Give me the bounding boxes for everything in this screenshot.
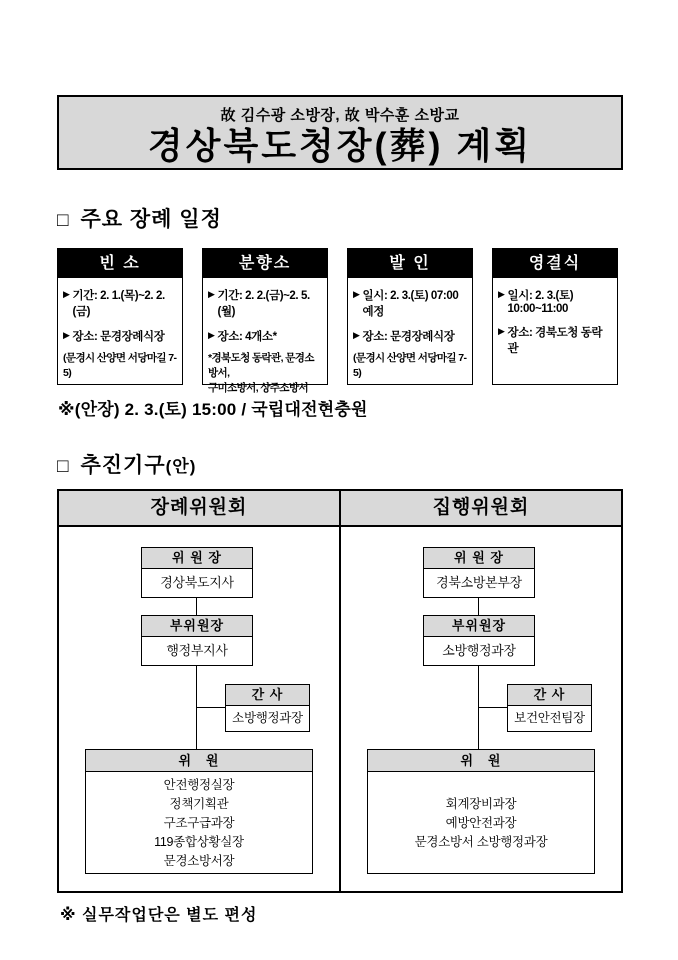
schedule-box-header: 빈 소 bbox=[58, 249, 182, 278]
arrow-bullet-icon: ▶ bbox=[353, 289, 360, 299]
connector-line bbox=[196, 598, 197, 615]
vice-chair-role: 부위원장 bbox=[424, 616, 534, 637]
executive-committee-title: 집행위원회 bbox=[341, 491, 621, 527]
arrow-bullet-icon: ▶ bbox=[63, 289, 70, 299]
members-name-list bbox=[368, 772, 594, 874]
member-name: 119종합상황실장 bbox=[154, 834, 244, 849]
committee-table bbox=[57, 489, 623, 893]
schedule-box-header: 영결식 bbox=[493, 249, 617, 278]
chair-name: 경북소방본부장 bbox=[436, 575, 522, 590]
arrow-bullet-icon: ▶ bbox=[353, 330, 360, 340]
secretary-role: 간 사 bbox=[508, 685, 591, 706]
arrow-bullet-icon: ▶ bbox=[498, 289, 505, 299]
chair-role: 위 원 장 bbox=[142, 548, 252, 569]
chair-node bbox=[423, 547, 535, 598]
schedule-box-note bbox=[353, 351, 467, 381]
schedule-item bbox=[63, 287, 177, 319]
arrow-bullet-icon: ▶ bbox=[498, 326, 505, 336]
organization-section-title bbox=[57, 449, 196, 479]
funeral-committee-column bbox=[59, 491, 341, 891]
schedule-box-body bbox=[348, 278, 472, 381]
funeral-committee-chart bbox=[59, 527, 339, 891]
schedule-box-header: 발 인 bbox=[348, 249, 472, 278]
schedule-item-text: 장소: 문경장례식장 bbox=[72, 331, 165, 343]
deceased-names: 故 김수광 소방장, 故 박수훈 소방교 bbox=[220, 107, 460, 124]
schedule-box-header: 분향소 bbox=[203, 249, 327, 278]
square-bullet-icon: □ bbox=[57, 210, 70, 231]
arrow-bullet-icon: ▶ bbox=[208, 289, 215, 299]
schedule-box-procession bbox=[347, 248, 473, 385]
member-name: 회계장비과장 bbox=[445, 796, 517, 811]
schedule-item bbox=[353, 287, 467, 319]
funeral-committee-title: 장례위원회 bbox=[59, 491, 339, 527]
note-line: 구미소방서, 상주소방서 bbox=[208, 382, 309, 395]
schedule-box-note bbox=[208, 351, 322, 397]
schedule-item-text: 기간: 2. 2.(금)~2. 5.(월) bbox=[217, 290, 310, 318]
schedule-box-body bbox=[58, 278, 182, 381]
members-role: 위 원 bbox=[368, 750, 594, 772]
vice-chair-name: 소방행정과장 bbox=[442, 643, 516, 658]
connector-line bbox=[479, 707, 507, 708]
connector-line bbox=[478, 598, 479, 615]
member-name: 안전행정실장 bbox=[163, 777, 235, 792]
member-name: 구조구급과장 bbox=[163, 815, 235, 830]
schedule-item bbox=[208, 287, 322, 319]
schedule-item bbox=[353, 328, 467, 344]
schedule-box-note bbox=[63, 351, 177, 381]
vice-chair-node bbox=[423, 615, 535, 666]
schedule-box-mortuary bbox=[57, 248, 183, 385]
schedule-box-memorial bbox=[492, 248, 618, 385]
schedule-item-text: 일시: 2. 3.(토) 07:00예정 bbox=[362, 290, 459, 318]
schedule-item-text: 장소: 경북도청 동락관 bbox=[507, 327, 603, 355]
schedule-box-body bbox=[493, 278, 617, 356]
schedule-item bbox=[208, 328, 322, 344]
chair-name: 경상북도지사 bbox=[160, 575, 234, 590]
secretary-name: 소방행정과장 bbox=[232, 711, 303, 725]
secretary-name: 보건안전팀장 bbox=[514, 711, 585, 725]
schedule-item bbox=[63, 328, 177, 344]
secretary-role: 간 사 bbox=[226, 685, 309, 706]
schedule-box-row bbox=[57, 248, 623, 395]
chair-role: 위 원 장 bbox=[424, 548, 534, 569]
note-line: *경북도청 동락관, 문경소방서, bbox=[208, 352, 314, 380]
member-name: 문경소방서 소방행정과장 bbox=[414, 834, 548, 849]
organization-section-suffix: (안) bbox=[165, 457, 197, 476]
title-banner bbox=[57, 95, 623, 170]
footer-note: ※ 실무작업단은 별도 편성 bbox=[60, 907, 258, 924]
member-name: 예방안전과장 bbox=[445, 815, 517, 830]
note-line: (문경시 산양면 서당마길 7-5) bbox=[63, 352, 177, 380]
members-node bbox=[367, 749, 595, 874]
members-node bbox=[85, 749, 313, 874]
schedule-box-altar bbox=[202, 248, 328, 395]
vice-chair-node bbox=[141, 615, 253, 666]
schedule-item bbox=[498, 287, 612, 315]
schedule-item-text: 기간: 2. 1.(목)~2. 2.(금) bbox=[72, 290, 165, 318]
square-bullet-icon: □ bbox=[57, 456, 70, 477]
schedule-box-body bbox=[203, 278, 327, 397]
executive-committee-chart bbox=[341, 527, 621, 891]
secretary-node bbox=[507, 684, 592, 732]
vice-chair-name: 행정부지사 bbox=[166, 643, 228, 658]
burial-note: ※(안장) 2. 3.(토) 15:00 / 국립대전현충원 bbox=[58, 400, 368, 419]
members-role: 위 원 bbox=[86, 750, 312, 772]
schedule-item-text: 일시: 2. 3.(토) 10:00~11:00 bbox=[507, 290, 574, 315]
schedule-item-text: 장소: 문경장례식장 bbox=[362, 331, 455, 343]
chair-node bbox=[141, 547, 253, 598]
vice-chair-role: 부위원장 bbox=[142, 616, 252, 637]
schedule-item-text: 장소: 4개소* bbox=[217, 331, 277, 343]
arrow-bullet-icon: ▶ bbox=[208, 330, 215, 340]
connector-line bbox=[197, 707, 225, 708]
members-name-list bbox=[86, 772, 312, 874]
secretary-node bbox=[225, 684, 310, 732]
executive-committee-column bbox=[341, 491, 621, 891]
schedule-section-title bbox=[57, 203, 222, 233]
organization-section-label: 추진기구 bbox=[80, 454, 166, 477]
member-name: 정책기획관 bbox=[169, 796, 229, 811]
arrow-bullet-icon: ▶ bbox=[63, 330, 70, 340]
document-title: 경상북도청장(葬) 계획 bbox=[147, 125, 533, 166]
schedule-item bbox=[498, 324, 612, 356]
schedule-section-label: 주요 장례 일정 bbox=[80, 208, 222, 231]
note-line: (문경시 산양면 서당마길 7-5) bbox=[353, 352, 467, 380]
member-name: 문경소방서장 bbox=[163, 853, 235, 868]
